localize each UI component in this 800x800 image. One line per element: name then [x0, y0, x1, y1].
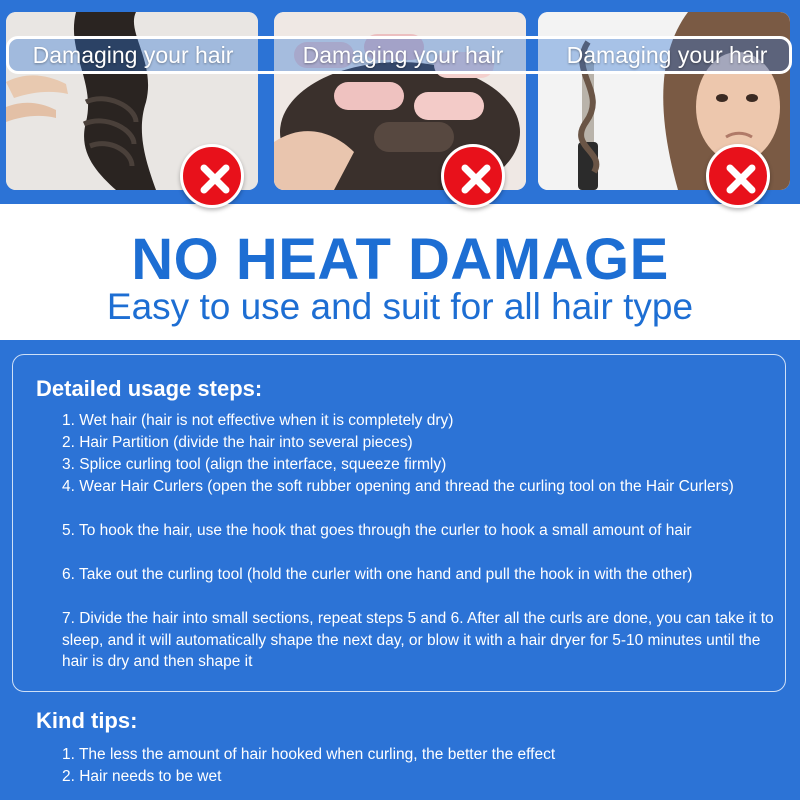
- headline-title: NO HEAT DAMAGE: [131, 227, 669, 292]
- x-mark-icon: [441, 144, 505, 208]
- usage-steps-title: Detailed usage steps:: [36, 376, 263, 401]
- kind-tip: 1. The less the amount of hair hooked when curling, the better the effect: [62, 746, 556, 763]
- usage-step: 7. Divide the hair into small sections, repeat steps 5 and 6. After all the curls are done, you can take it to sleep, and it will automatically shape the next day, or blow it with a hair dryer for 5-10 minutes until the hair is dry and then shape it: [62, 610, 774, 670]
- headline-subtitle: Easy to use and suit for all hair type: [106, 286, 694, 327]
- panel-caption: Damaging your hair: [566, 42, 768, 68]
- x-mark-icon: [180, 144, 244, 208]
- kind-tip: 2. Hair needs to be wet: [62, 768, 222, 785]
- panel-caption: Damaging your hair: [32, 42, 234, 68]
- usage-step: 2. Hair Partition (divide the hair into several pieces): [62, 434, 413, 451]
- usage-step: 5. To hook the hair, use the hook that goes through the curler to hook a small amount of hair: [62, 522, 692, 539]
- x-mark-icon: [706, 144, 770, 208]
- panel-caption: Damaging your hair: [302, 42, 504, 68]
- usage-step: 6. Take out the curling tool (hold the curler with one hand and pull the hook in with the other): [62, 566, 693, 583]
- usage-step: 3. Splice curling tool (align the interface, squeeze firmly): [62, 456, 447, 473]
- usage-step: 4. Wear Hair Curlers (open the soft rubber opening and thread the curling tool on the Hair Curlers): [62, 478, 734, 495]
- usage-step: 1. Wet hair (hair is not effective when it is completely dry): [62, 412, 454, 429]
- kind-tips-title: Kind tips:: [36, 708, 138, 733]
